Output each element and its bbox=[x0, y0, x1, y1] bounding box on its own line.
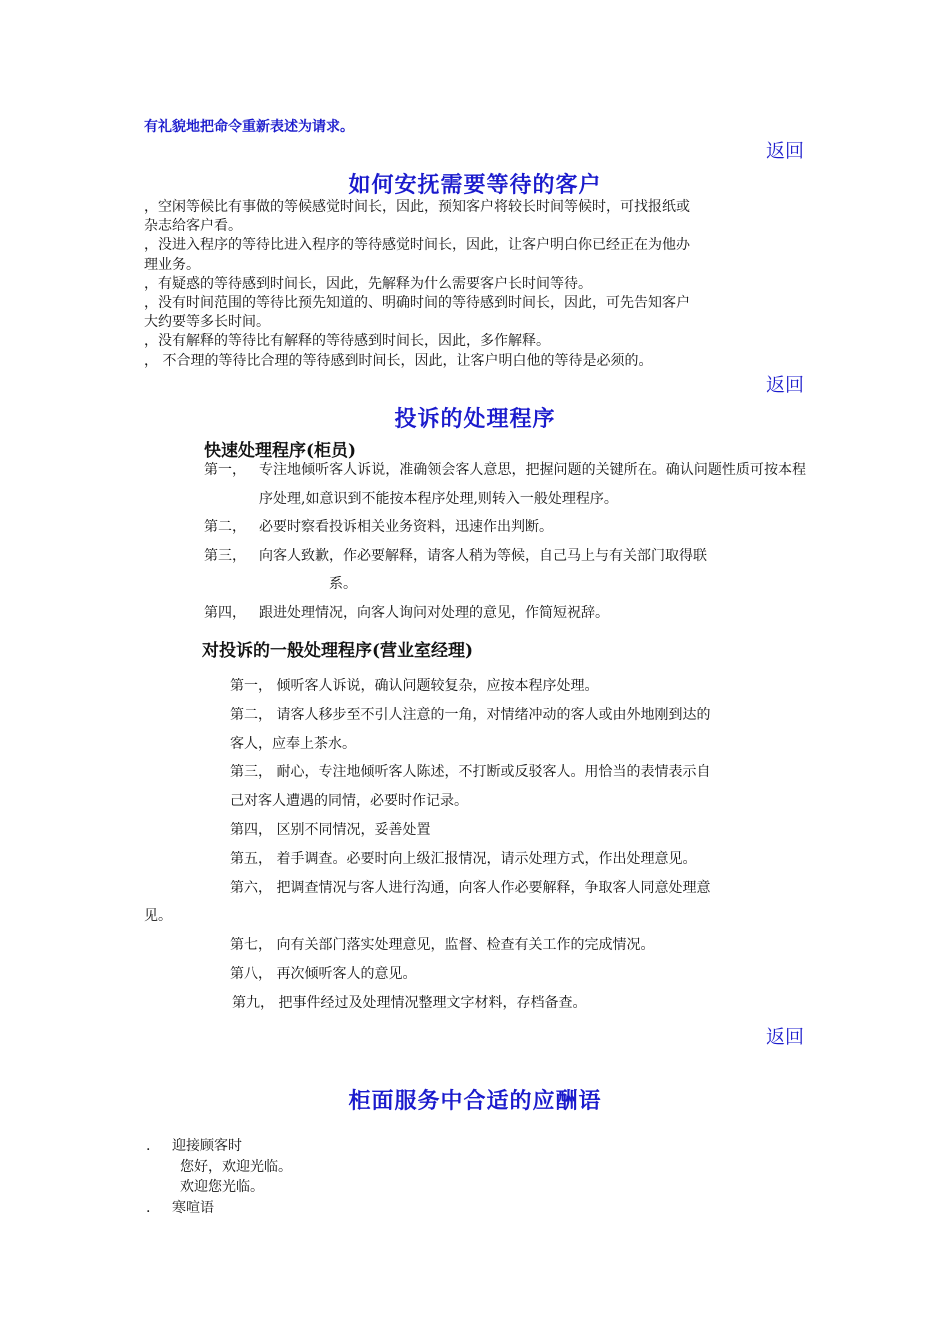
text-line: ，没有解释的等待比有解释的等待感到时间长，因此，多作解释。 bbox=[144, 333, 550, 350]
step-text: 跟进处理情况，向客人询问对处理的意见，作简短祝辞。 bbox=[259, 604, 609, 621]
quick-procedure-title: 快速处理程序(柜员) bbox=[204, 441, 357, 461]
back-link[interactable]: 返回 bbox=[765, 374, 804, 396]
text-line: 己对客人遭遇的同情，必要时作记录。 bbox=[230, 793, 468, 810]
text-line: 第一， 倾听客人诉说，确认问题较复杂，应按本程序处理。 bbox=[230, 678, 599, 694]
step-number: 第四， bbox=[204, 604, 246, 621]
section-title-waiting: 如何安抚需要等待的客户 bbox=[348, 172, 602, 198]
step-number: 第一， bbox=[204, 462, 246, 478]
text-line: 客人，应奉上茶水。 bbox=[230, 735, 356, 752]
back-link[interactable]: 返回 bbox=[765, 140, 804, 162]
text-line: 第五， 着手调查。必要时向上级汇报情况，请示处理方式，作出处理意见。 bbox=[230, 850, 697, 867]
intro-text: 有礼貌地把命令重新表述为请求。 bbox=[144, 119, 354, 135]
text-line: 第四， 区别不同情况，妥善处置 bbox=[230, 821, 431, 838]
general-procedure-title: 对投诉的一般处理程序(营业室经理) bbox=[202, 641, 474, 661]
list-item bbox=[204, 513, 806, 542]
list-item-text: 迎接顾客时 bbox=[172, 1138, 242, 1154]
bullet bbox=[154, 1157, 180, 1178]
general-procedure-steps bbox=[144, 672, 810, 1018]
list-item bbox=[204, 599, 806, 628]
text-line: 理业务。 bbox=[144, 256, 200, 273]
step-text: 必要时察看投诉相关业务资料，迅速作出判断。 bbox=[259, 519, 553, 536]
list-item bbox=[204, 542, 806, 571]
phrases-list bbox=[146, 1136, 292, 1218]
bullet: . bbox=[146, 1138, 151, 1154]
list-item-text: 寒喧语 bbox=[172, 1199, 214, 1216]
list-item bbox=[146, 1177, 292, 1198]
list-item-text: 您好，欢迎光临。 bbox=[180, 1158, 292, 1175]
step-number: 第三， bbox=[204, 547, 246, 564]
bullet bbox=[154, 1177, 180, 1198]
section-title-complaint: 投诉的处理程序 bbox=[394, 406, 556, 432]
text-line: 第九， 把事件经过及处理情况整理文字材料，存档备查。 bbox=[232, 994, 587, 1011]
text-line: 第六， 把调查情况与客人进行沟通，向客人作必要解释，争取客人同意处理意 bbox=[230, 879, 711, 896]
text-line: 见。 bbox=[144, 908, 172, 925]
text-line: 杂志给客户看。 bbox=[144, 218, 242, 235]
text-line: 第三， 耐心，专注地倾听客人陈述，不打断或反驳客人。用恰当的表情表示自 bbox=[230, 764, 711, 781]
step-text: 专注地倾听客人诉说，准确领会客人意思，把握问题的关键所在。确认问题性质可按本程序处理,如意识到不能按本程序处理,则转入一般处理程序。 bbox=[259, 462, 806, 507]
list-item bbox=[146, 1198, 292, 1219]
back-link[interactable]: 返回 bbox=[765, 1026, 804, 1048]
step-text: 向客人致歉，作必要解释，请客人稍为等候，自己马上与有关部门取得联 bbox=[259, 547, 707, 564]
list-item bbox=[204, 456, 806, 513]
list-item-text: 欢迎您光临。 bbox=[180, 1179, 264, 1195]
step-number: 第二， bbox=[204, 519, 246, 536]
quick-procedure-steps bbox=[204, 456, 806, 628]
step-number bbox=[274, 570, 329, 599]
text-line: 第二， 请客人移步至不引人注意的一角，对情绪冲动的客人或由外地刚到达的 bbox=[230, 706, 711, 723]
list-item bbox=[146, 1157, 292, 1178]
text-line: ，空闲等候比有事做的等候感觉时间长，因此，预知客户将较长时间等候时，可找报纸或 bbox=[144, 199, 690, 215]
list-item bbox=[204, 570, 806, 599]
step-text: 系。 bbox=[329, 576, 357, 593]
text-line: ， 不合理的等待比合理的等待感到时间长，因此，让客户明白他的等待是必须的。 bbox=[144, 352, 653, 369]
section-title-phrases: 柜面服务中合适的应酬语 bbox=[348, 1088, 602, 1114]
text-line: ，没有时间范围的等待比预先知道的、明确时间的等待感到时间长，因此，可先告知客户 bbox=[144, 295, 690, 312]
text-line: ，有疑惑的等待感到时间长，因此，先解释为什么需要客户长时间等待。 bbox=[144, 275, 592, 292]
text-line: 第八， 再次倾听客人的意见。 bbox=[230, 965, 417, 982]
bullet: . bbox=[146, 1199, 151, 1216]
list-item bbox=[146, 1136, 292, 1157]
text-line: ，没进入程序的等待比进入程序的等待感觉时间长，因此，让客户明白你已经正在为他办 bbox=[144, 237, 690, 254]
waiting-tips bbox=[144, 198, 810, 371]
text-line: 大约要等多长时间。 bbox=[144, 314, 270, 331]
text-line: 第七， 向有关部门落实处理意见，监督、检查有关工作的完成情况。 bbox=[230, 937, 655, 954]
